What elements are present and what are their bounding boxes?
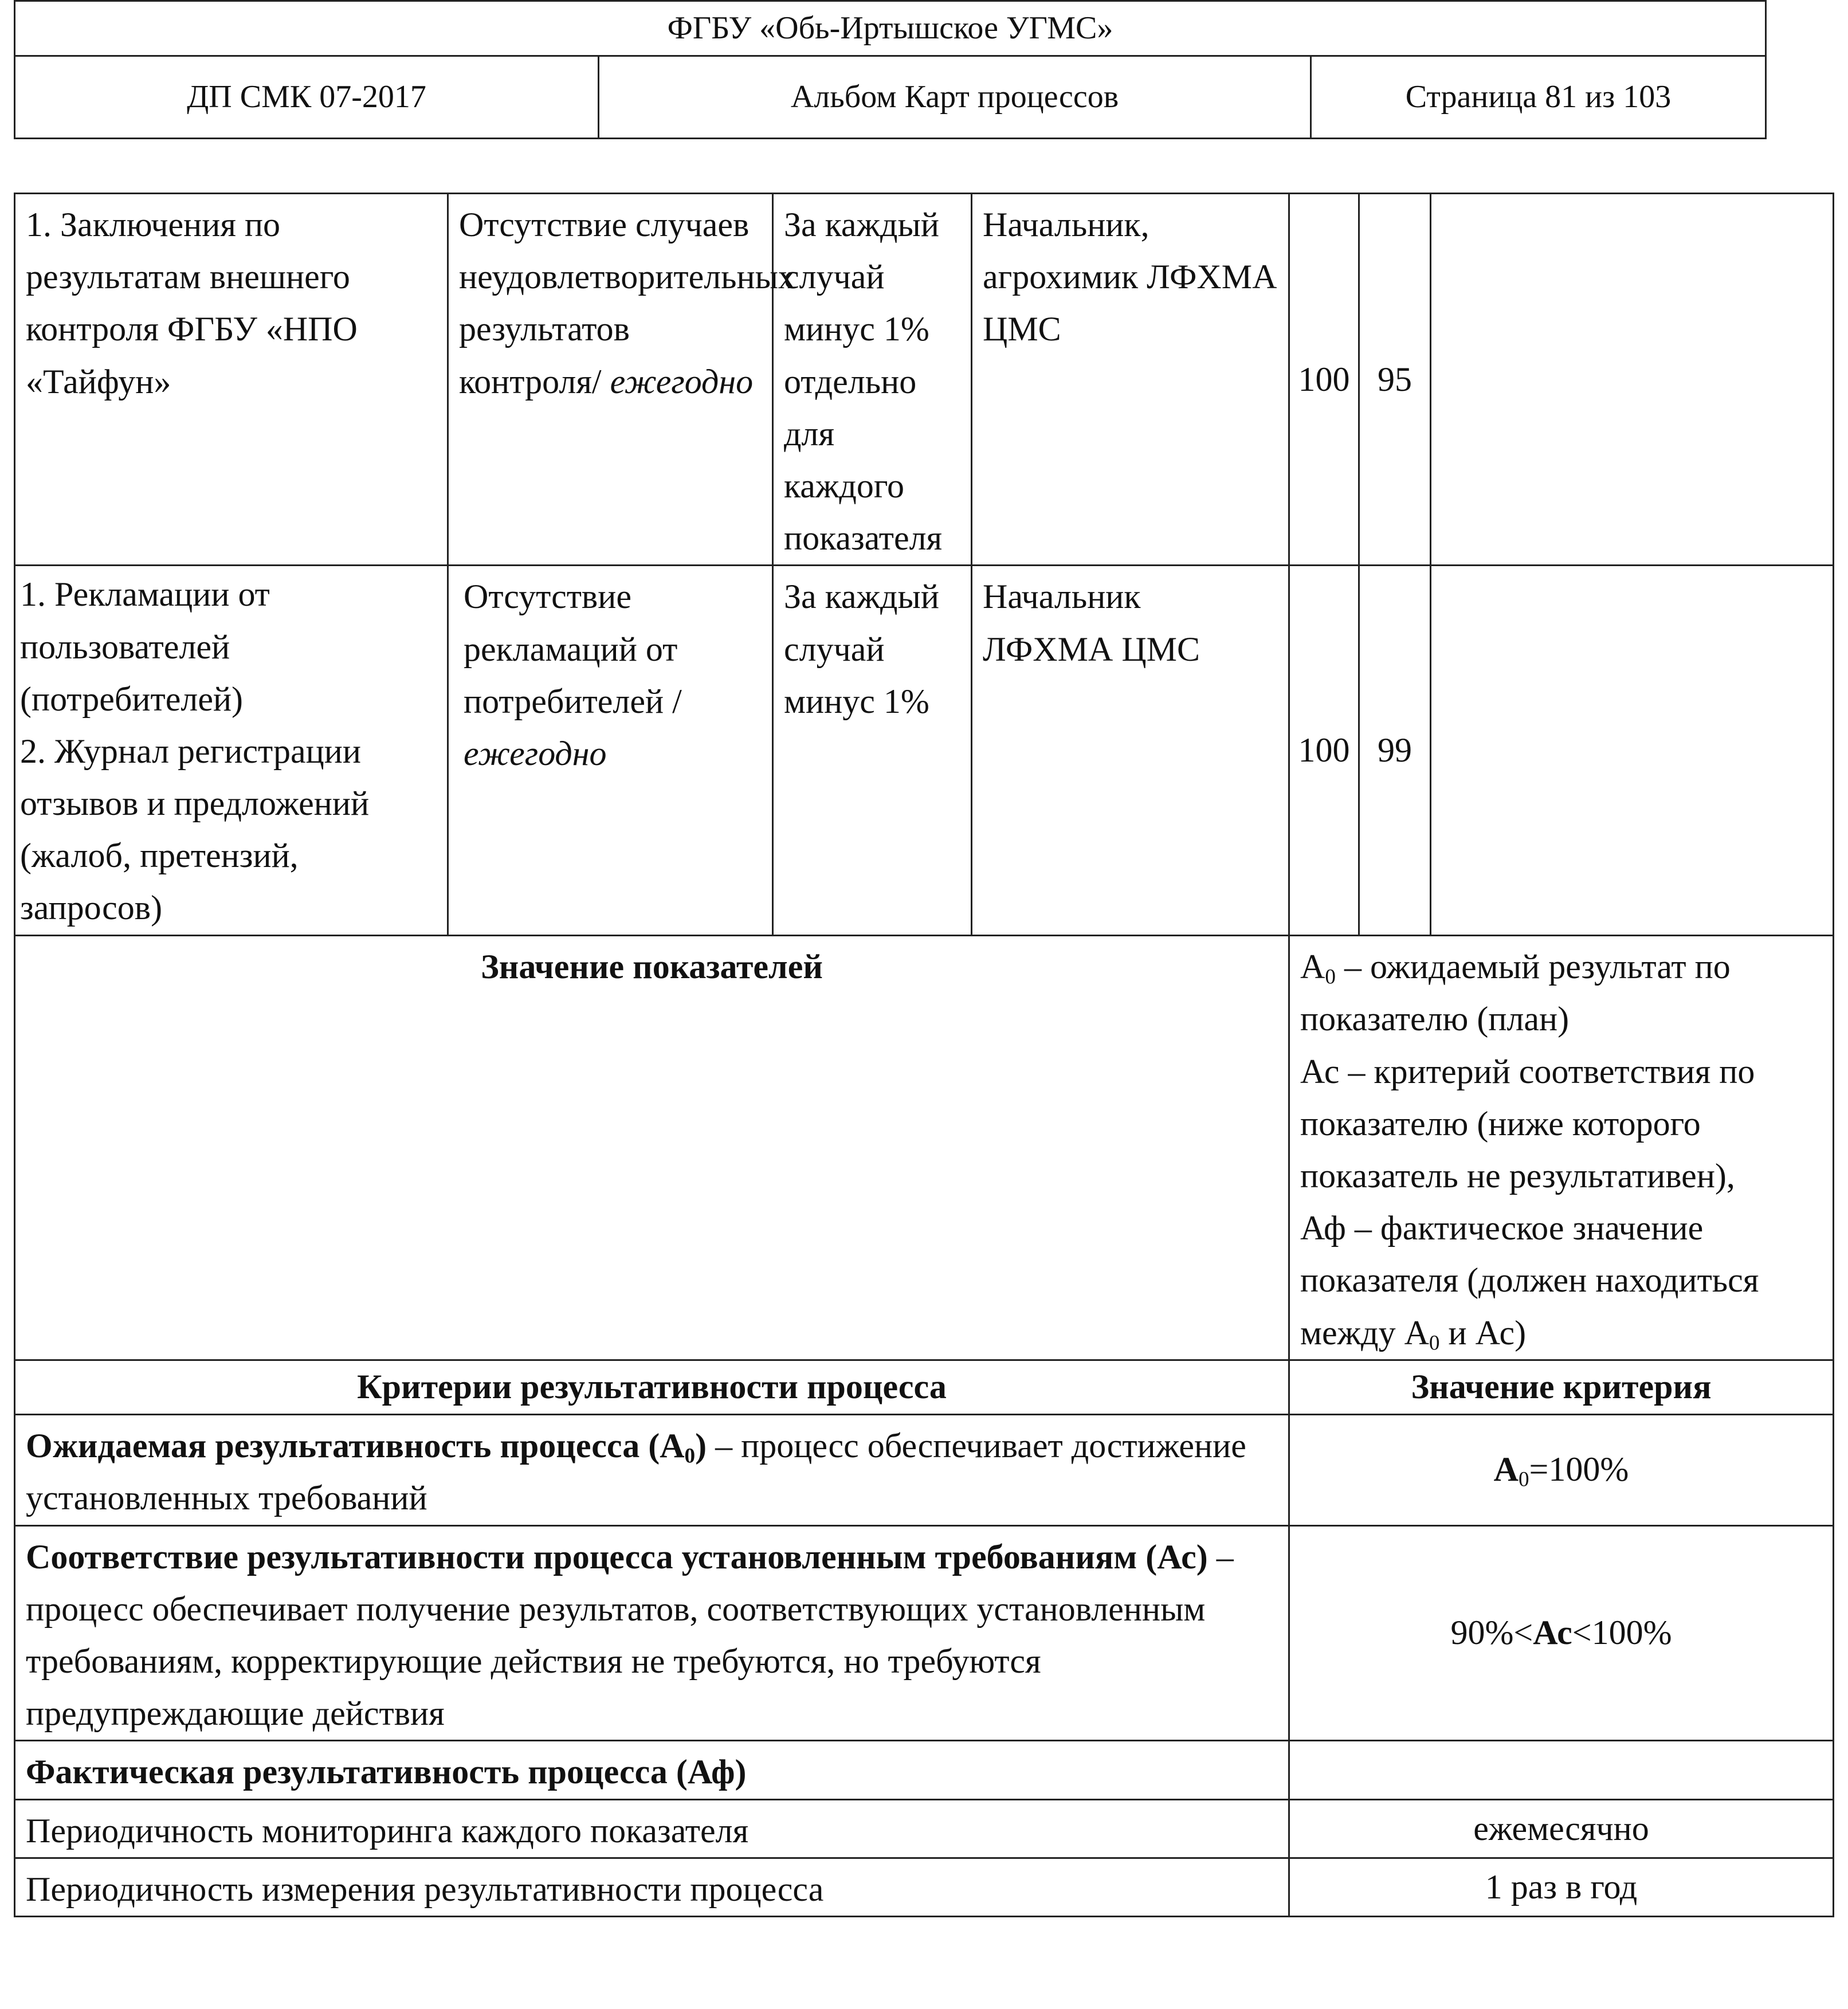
indicator-period: ежегодно: [610, 362, 754, 401]
doc-code: ДП СМК 07-2017: [15, 56, 599, 139]
legend-title: Значение показателей: [15, 935, 1289, 1360]
legend-row: [15, 935, 1834, 1360]
legend-ac: Ас – критерий соответствия по показателю (ниже которого показатель не результативен),: [1300, 1052, 1755, 1195]
actual-value: [1289, 1741, 1834, 1799]
monitoring-label: Периодичность мониторинга каждого показателя: [15, 1799, 1289, 1858]
criteria-row: [15, 1741, 1834, 1799]
responsible-cell: Начальник ЛФХМА ЦМС: [972, 566, 1289, 935]
a0-value: 100: [1289, 566, 1359, 935]
compliance-value: 90%<Ас<100%: [1289, 1525, 1834, 1741]
document-header: [14, 0, 1767, 139]
af-value: [1431, 566, 1834, 935]
indicators-table: [14, 193, 1834, 1917]
value-column-header: Значение критерия: [1289, 1360, 1834, 1414]
ac-value: 99: [1359, 566, 1431, 935]
source-cell: 1. Заключения по результатам внешнего контроля ФГБУ «НПО «Тайфун»: [15, 194, 448, 566]
criteria-row: [15, 1414, 1834, 1525]
source-cell: [15, 566, 448, 935]
legend-text: [1289, 935, 1834, 1360]
indicator-text: Отсутствие случаев неудовлетворительных результатов контроля/: [459, 206, 795, 401]
legend-a0: $А_0$ – ожидаемый результат по показателю (план): [1300, 947, 1731, 1038]
responsible-cell: Начальник, агрохимик ЛФХМА ЦМС: [972, 194, 1289, 566]
rule-cell: За каждый случай минус 1% отдельно для каждого показателя: [773, 194, 972, 566]
source-item: 1. Рекламации от пользователей (потребителей): [20, 575, 270, 718]
actual-effectiveness: Фактическая результативность процесса (Аф): [15, 1741, 1289, 1799]
criteria-row: [15, 1858, 1834, 1916]
page-number: Страница 81 из 103: [1311, 56, 1766, 139]
ac-value: 95: [1359, 194, 1431, 566]
a0-value: 100: [1289, 194, 1359, 566]
table-row: [15, 194, 1834, 566]
source-item: 2. Журнал регистрации отзывов и предложений (жалоб, претензий, запросов): [20, 732, 370, 927]
indicator-text: Отсутствие рекламаций от потребителей /: [464, 578, 682, 720]
org-name: ФГБУ «Обь-Иртышское УГМС»: [15, 1, 1766, 56]
expected-effectiveness: Ожидаемая результативность процесса $(А_0)$ – процесс обеспечивает достижение установленных требований: [15, 1414, 1289, 1525]
compliance-effectiveness: Соответствие результативности процесса установленным требованиям (Ас) – процесс обеспечивает получение результатов, соответствующих установленным требованиям, корректирующие действия не требуются, но требуются предупреждающие действия: [15, 1525, 1289, 1741]
criteria-header-row: [15, 1360, 1834, 1414]
album-title: Альбом Карт процессов: [599, 56, 1311, 139]
af-value: [1431, 194, 1834, 566]
criteria-row: [15, 1525, 1834, 1741]
table-row: [15, 566, 1834, 935]
expected-value: $А_0=100\%$: [1289, 1414, 1834, 1525]
measurement-value: 1 раз в год: [1289, 1858, 1834, 1916]
rule-cell: За каждый случай минус 1%: [773, 566, 972, 935]
indicator-period: ежегодно: [464, 734, 607, 772]
measurement-label: Периодичность измерения результативности процесса: [15, 1858, 1289, 1916]
monitoring-value: ежемесячно: [1289, 1799, 1834, 1858]
criteria-row: [15, 1799, 1834, 1858]
indicator-cell: [448, 566, 773, 935]
legend-af: Аф – фактическое значение показателя (должен находиться между $А_0$ и Ас): [1300, 1209, 1759, 1355]
indicator-cell: [448, 194, 795, 566]
criteria-column-header: Критерии результативности процесса: [15, 1360, 1289, 1414]
